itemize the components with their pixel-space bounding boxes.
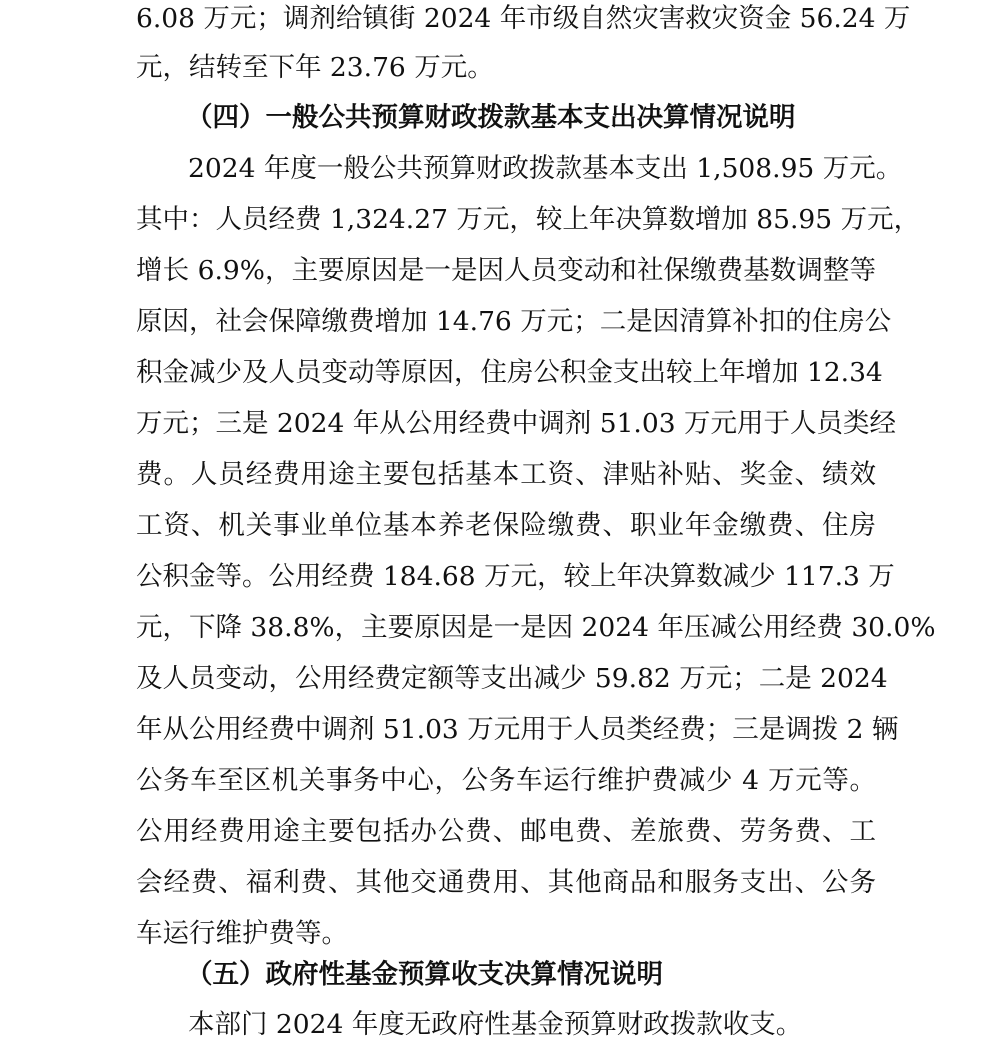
section-heading: （四）一般公共预算财政拨款基本支出决算情况说明 xyxy=(186,102,796,133)
paragraph-line: 万元；三是 2024 年从公用经费中调剂 51.03 万元用于人员类经 xyxy=(136,408,896,439)
paragraph-line: 积金减少及人员变动等原因，住房公积金支出较上年增加 12.34 xyxy=(136,357,883,388)
paragraph-line: 2024 年度一般公共预算财政拨款基本支出 1,508.95 万元。 xyxy=(188,153,903,184)
section-heading: （五）政府性基金预算收支决算情况说明 xyxy=(186,959,663,990)
paragraph-line: 年从公用经费中调剂 51.03 万元用于人员类经费；三是调拨 2 辆 xyxy=(136,714,899,745)
paragraph-line: 原因，社会保障缴费增加 14.76 万元；二是因清算补扣的住房公 xyxy=(136,306,892,337)
paragraph-line: 工资、机关事业单位基本养老保险缴费、职业年金缴费、住房 xyxy=(136,510,876,541)
paragraph-line: 车运行维护费等。 xyxy=(136,918,348,949)
paragraph-line: 其中：人员经费 1,324.27 万元，较上年决算数增加 85.95 万元， xyxy=(136,204,921,235)
paragraph-line: 本部门 2024 年度无政府性基金预算财政拨款收支。 xyxy=(188,1009,803,1040)
paragraph-line: 公积金等。公用经费 184.68 万元，较上年决算数减少 117.3 万 xyxy=(136,561,895,592)
paragraph-line: 及人员变动，公用经费定额等支出减少 59.82 万元；二是 2024 xyxy=(136,663,888,694)
paragraph-line: 公用经费用途主要包括办公费、邮电费、差旅费、劳务费、工 xyxy=(136,816,876,847)
paragraph-line: 6.08 万元；调剂给镇街 2024 年市级自然灾害救灾资金 56.24 万 xyxy=(136,3,911,34)
paragraph-line: 增长 6.9%，主要原因是一是因人员变动和社保缴费基数调整等 xyxy=(136,255,876,286)
paragraph-line: 会经费、福利费、其他交通费用、其他商品和服务支出、公务 xyxy=(136,867,876,898)
paragraph-line: 费。人员经费用途主要包括基本工资、津贴补贴、奖金、绩效 xyxy=(136,459,876,490)
paragraph-line: 公务车至区机关事务中心，公务车运行维护费减少 4 万元等。 xyxy=(136,765,876,796)
paragraph-line: 元，下降 38.8%，主要原因是一是因 2024 年压减公用经费 30.0% xyxy=(136,612,936,643)
paragraph-line: 元，结转至下年 23.76 万元。 xyxy=(136,52,494,83)
